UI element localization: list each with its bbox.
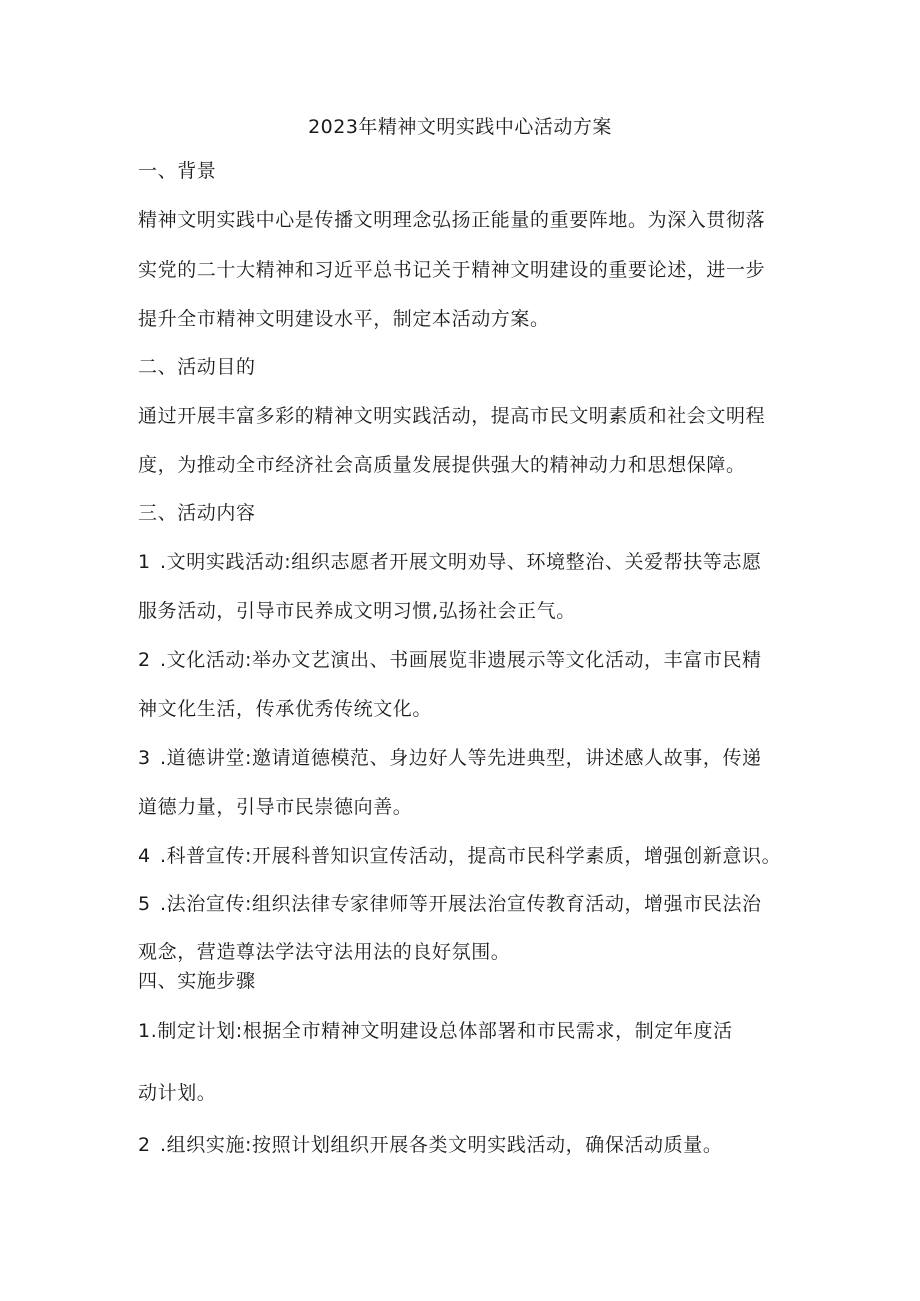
list-item-continuation: 道德力量，引导市民崇德向善。 xyxy=(138,796,413,818)
list-item-text: .文明实践活动:组织志愿者开展文明劝导、环境整治、关爱帮扶等志愿 xyxy=(160,551,762,573)
list-item-continuation: 动计划。 xyxy=(138,1082,217,1104)
list-item xyxy=(138,891,762,917)
list-item-number: 1 xyxy=(138,551,151,573)
list-item-text: .科普宣传:开展科普知识宣传活动，提高市民科学素质，增强创新意识。 xyxy=(160,845,782,867)
list-item-number: 4 xyxy=(138,845,151,867)
paragraph-line: 提升全市精神文明建设水平，制定本活动方案。 xyxy=(138,308,550,330)
section-heading-content: 三、活动内容 xyxy=(138,502,256,524)
list-item-text: .道德讲堂:邀请道德模范、身边好人等先进典型，讲述感人故事，传递 xyxy=(160,747,762,769)
list-item xyxy=(138,647,762,673)
section-heading-background: 一、背景 xyxy=(138,160,217,182)
list-item-text: .组织实施:按照计划组织开展各类文明实践活动，确保活动质量。 xyxy=(160,1134,723,1156)
list-item: 1.制定计划:根据全市精神文明建设总体部署和市民需求，制定年度活 xyxy=(138,1020,733,1042)
paragraph-line: 精神文明实践中心是传播文明理念弘扬正能量的重要阵地。为深入贯彻落 xyxy=(138,209,766,231)
list-item xyxy=(138,745,762,771)
paragraph-line: 实党的二十大精神和习近平总书记关于精神文明建设的重要论述，进一步 xyxy=(138,259,766,281)
paragraph-line: 通过开展丰富多彩的精神文明实践活动，提高市民文明素质和社会文明程 xyxy=(138,405,766,427)
list-item-number: 3 xyxy=(138,747,151,769)
list-item xyxy=(138,843,781,869)
list-item-continuation: 神文化生活，传承优秀传统文化。 xyxy=(138,698,433,720)
paragraph-line: 度，为推动全市经济社会高质量发展提供强大的精神动力和思想保障。 xyxy=(138,454,746,476)
list-item-number: 2 xyxy=(138,649,151,671)
list-item-continuation: 服务活动，引导市民养成文明习惯,弘扬社会正气。 xyxy=(138,600,576,622)
document-title: 2023年精神文明实践中心活动方案 xyxy=(308,116,612,138)
list-item-text: .法治宣传:组织法律专家律师等开展法治宣传教育活动，增强市民法治 xyxy=(160,893,762,915)
section-heading-goals: 二、活动目的 xyxy=(138,356,256,378)
list-item xyxy=(138,549,762,575)
list-item-continuation: 观念，营造尊法学法守法用法的良好氛围。 xyxy=(138,941,511,963)
list-item-number: 2 xyxy=(138,1134,151,1156)
list-item-text: .文化活动:举办文艺演出、书画展览非遗展示等文化活动，丰富市民精 xyxy=(160,649,762,671)
list-item-number: 5 xyxy=(138,893,151,915)
section-heading-steps: 四、实施步骤 xyxy=(138,970,256,992)
list-item xyxy=(138,1132,722,1158)
